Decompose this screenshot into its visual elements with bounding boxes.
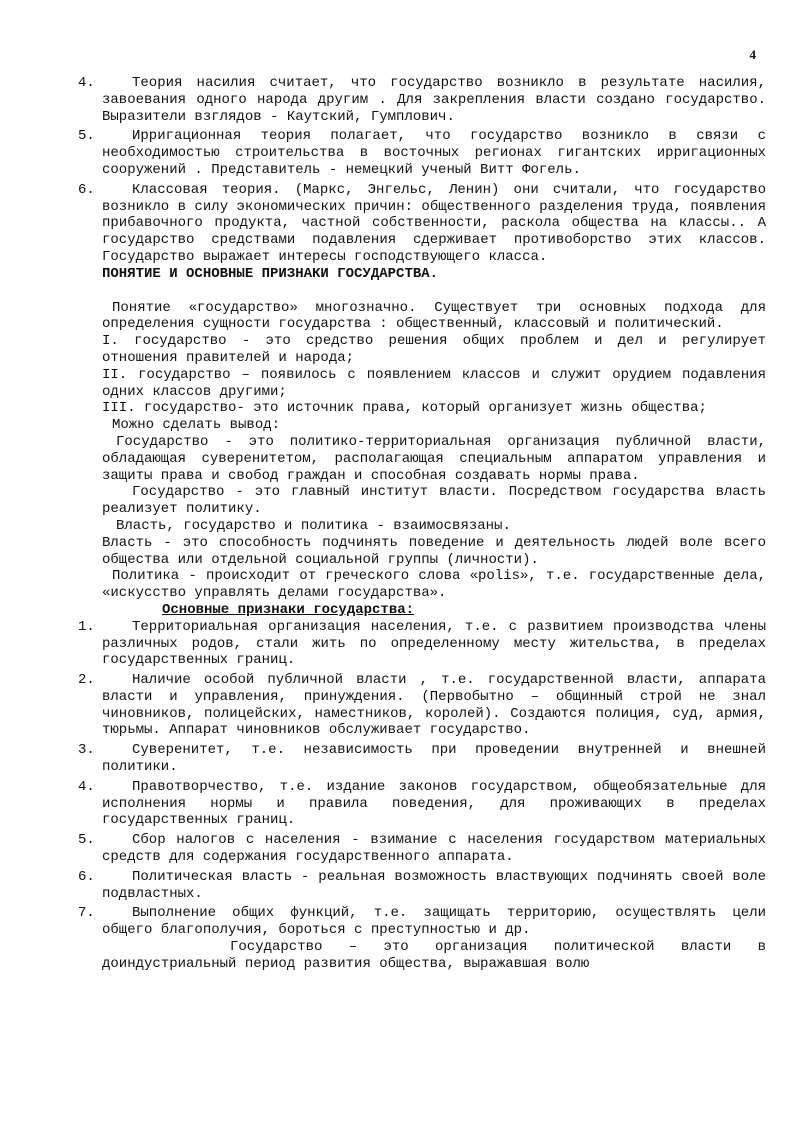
- list-item-text: Политическая власть - реальная возможность властвующих подчинять своей воле подвластных.: [102, 868, 766, 902]
- list-item: [78, 832, 766, 866]
- list-item-number: 5.: [78, 128, 95, 145]
- list-item: [78, 778, 766, 829]
- list-item: [78, 868, 766, 903]
- approach-2-paragraph: II. государство – появилось с появлением классов и служит орудием подавления одних классов другими;: [102, 366, 766, 400]
- list-item-number: 2.: [78, 672, 95, 689]
- list-item-text: Выполнение общих функций, т.е. защищать территорию, осуществлять цели общего благополучия, бороться с преступностью и др.: [102, 905, 766, 939]
- list-item: [78, 618, 766, 669]
- list-item-text: Правотворчество, т.е. издание законов государством, общеобязательные для исполнения нормы и правила поведения, для проживающих в пределах государственных границ.: [102, 778, 766, 829]
- intro-paragraph: Понятие «государство» многозначно. Существует три основных подхода для определения сущности государства : общественный, классовый и политический.: [102, 299, 766, 333]
- list-item: [78, 905, 766, 939]
- list-item: [78, 742, 766, 776]
- list-item: [78, 128, 766, 178]
- list-item-text: Территориальная организация населения, т.е. с развитием производства члены различных родов, стали жить по определенному месту жительства, в пределах государственных границ.: [102, 618, 766, 669]
- list-item-text: Суверенитет, т.е. независимость при проведении внутренней и внешней политики.: [102, 742, 766, 776]
- list-item-number: 1.: [78, 618, 95, 635]
- list-item-text: Теория насилия считает, что государство возникло в результате насилия, завоевания одного народа другим . Для закрепления власти создано государство. Выразители взглядов - Каутский, Гумплович.: [102, 75, 766, 125]
- list-item: [78, 181, 766, 266]
- list-item-number: 4.: [78, 778, 95, 795]
- list-item-number: 7.: [78, 905, 95, 922]
- features-list: [78, 618, 766, 939]
- theories-list: [78, 75, 766, 266]
- list-item-text: Классовая теория. (Маркс, Энгельс, Ленин) они считали, что государство возникло в силу экономических причин: общественного разделения труда, появления прибавочного продукта, частной собственности, раскола общества на классы.. А государство средствами подавления сдерживает противоборство этих классов. Государство выражает интересы господствующего класса.: [102, 181, 766, 265]
- list-item: [78, 672, 766, 739]
- list-item-text: Сбор налогов с населения - взимание с населения государством материальных средств для содержания государственного аппарата.: [102, 832, 766, 866]
- approach-3-paragraph: III. государство- это источник права, который организует жизнь общества;: [102, 400, 707, 417]
- institute-paragraph: Государство - это главный институт власти. Посредством государства власть реализует политику.: [102, 484, 766, 518]
- list-item: [78, 75, 766, 125]
- list-item-text: Наличие особой публичной власти , т.е. государственной власти, аппарата власти и управления, принуждения. (Первобытно – общинный строй не знал чиновников, полицейских, наместников, королей). Создаются полиция, суд, армия, тюрьмы. Аппарат чиновников обслуживает государство.: [102, 672, 766, 739]
- list-item-text: Ирригационная теория полагает, что государство возникло в связи с необходимостью строительства в восточных регионах гигантских ирригационных сооружений . Представитель - немецкий ученый Витт Фогель.: [102, 128, 766, 178]
- conclusion-intro: Можно сделать вывод:: [112, 417, 281, 434]
- features-heading: Основные признаки государства:: [162, 601, 415, 618]
- final-paragraph: Государство – это организация политической власти в доиндустриальный период развития общества, выражавшая волю: [102, 939, 766, 972]
- list-item-number: 4.: [78, 75, 95, 91]
- list-item-number: 3.: [78, 742, 95, 759]
- page-body: [78, 75, 766, 973]
- power-definition-paragraph: Власть - это способность подчинять поведение и деятельность людей воле всего общества или отдельной социальной группы (личности).: [102, 534, 766, 568]
- list-item-number: 5.: [78, 832, 95, 849]
- definition-paragraph: Государство - это политико-территориальная организация публичной власти, обладающая суверенитетом, располагающая специальным аппаратом управления и защиты права и свобод граждан и способная создавать нормы права.: [102, 433, 766, 484]
- list-item-number: 6.: [78, 181, 95, 198]
- list-item-number: 6.: [78, 868, 95, 885]
- page-number: 4: [749, 47, 756, 62]
- approach-1-paragraph: I. государство - это средство решения общих проблем и дел и регулирует отношения правителей и народа;: [102, 333, 766, 366]
- related-paragraph: Власть, государство и политика - взаимосвязаны.: [116, 517, 511, 534]
- section-heading: ПОНЯТИЕ И ОСНОВНЫЕ ПРИЗНАКИ ГОСУДАРСТВА.: [102, 265, 439, 282]
- politics-definition-paragraph: Политика - происходит от греческого слова «polis», т.е. государственные дела, «искусство управлять делами государства».: [102, 568, 766, 602]
